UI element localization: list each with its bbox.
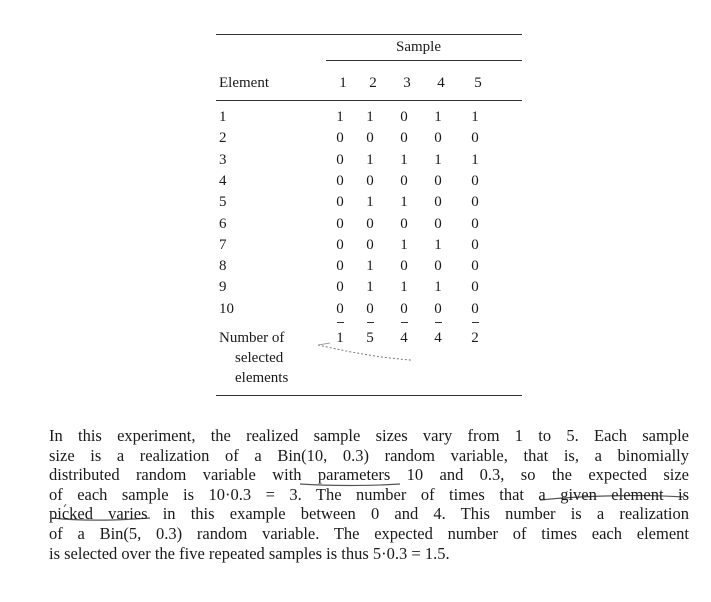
sum-rule xyxy=(367,322,374,323)
table-cell: 0 xyxy=(400,109,408,125)
total-count: 5 xyxy=(366,330,374,346)
table-bottom-rule xyxy=(216,395,522,396)
sample-number-header: 2 xyxy=(369,75,377,91)
table-cell: 0 xyxy=(366,236,374,253)
table-cell: 0 xyxy=(400,130,408,147)
element-header: Element xyxy=(219,75,269,91)
table-cell: 1 xyxy=(400,236,408,253)
paragraph-line: size is a realization of a Bin(10, 0.3) random variable, that is, a binomially xyxy=(49,445,689,465)
element-label: 7 xyxy=(219,236,227,253)
table-cell: 1 xyxy=(366,279,374,296)
sum-rule xyxy=(472,322,479,323)
table-cell: 1 xyxy=(400,194,408,211)
table-cell: 0 xyxy=(434,215,442,232)
sample-number-header: 3 xyxy=(403,75,411,91)
element-label: 2 xyxy=(219,130,227,147)
table-cell: 0 xyxy=(434,258,442,275)
element-label: 6 xyxy=(219,215,227,232)
table-cell: 0 xyxy=(471,194,479,211)
table-cell: 0 xyxy=(471,130,479,147)
totals-label-line: Number of xyxy=(219,330,285,346)
table-cell: 0 xyxy=(366,215,374,232)
table-cell: 0 xyxy=(434,172,442,189)
sum-rule xyxy=(401,322,408,323)
table-cell: 0 xyxy=(434,300,442,317)
table-cell: 0 xyxy=(471,300,479,317)
totals-label-line: selected xyxy=(235,350,284,366)
table-cell: 1 xyxy=(366,194,374,211)
explanation-paragraph xyxy=(49,426,689,563)
table-cell: 1 xyxy=(400,151,408,168)
table-cell: 0 xyxy=(400,300,408,317)
table-cell: 1 xyxy=(471,109,479,125)
table-cell: 0 xyxy=(336,151,344,168)
table-cell: 0 xyxy=(434,130,442,147)
table-cell: 0 xyxy=(471,258,479,275)
table-cell: 0 xyxy=(336,279,344,296)
table-cell: 0 xyxy=(471,279,479,296)
element-label: 4 xyxy=(219,172,227,189)
table-cell: 1 xyxy=(434,236,442,253)
paragraph-line: In this experiment, the realized sample sizes vary from 1 to 5. Each sample xyxy=(49,426,689,445)
sample-header: Sample xyxy=(396,39,441,55)
table-cell: 1 xyxy=(434,151,442,168)
table-cell: 0 xyxy=(336,172,344,189)
element-label: 8 xyxy=(219,258,227,275)
paragraph-line: of a Bin(5, 0.3) random variable. The expected number of times each element xyxy=(49,523,689,543)
table-cell: 1 xyxy=(366,151,374,168)
table-cell: 0 xyxy=(471,236,479,253)
sample-number-header: 5 xyxy=(474,75,482,91)
table-cell: 1 xyxy=(400,279,408,296)
table-cell: 0 xyxy=(336,194,344,211)
table-cell: 1 xyxy=(366,258,374,275)
element-label: 3 xyxy=(219,151,227,168)
table-cell: 0 xyxy=(336,215,344,232)
paragraph-line: picked varies in this example between 0 and 4. This number is a realization xyxy=(49,504,689,524)
sample-number-header: 1 xyxy=(339,75,347,91)
paragraph-line: distributed random variable with parameters 10 and 0.3, so the expected size xyxy=(49,465,689,485)
paragraph-line: of each sample is 10·0.3 = 3. The number of times that a given element is xyxy=(49,484,689,504)
table-cell: 0 xyxy=(336,130,344,147)
table-cell: 0 xyxy=(400,258,408,275)
total-count: 4 xyxy=(400,330,408,346)
table-header-rule xyxy=(216,100,522,101)
totals-label-line: elements xyxy=(235,370,289,386)
table-cell: 1 xyxy=(366,109,374,125)
table-cell: 0 xyxy=(471,172,479,189)
table-top-rule xyxy=(216,34,522,35)
element-label: 5 xyxy=(219,194,227,211)
table-cell: 0 xyxy=(434,194,442,211)
total-count: 2 xyxy=(471,330,479,346)
table-cell: 0 xyxy=(400,215,408,232)
paragraph-line: is selected over the five repeated samples is thus 5·0.3 = 1.5. xyxy=(49,543,450,563)
table-cell: 1 xyxy=(471,151,479,168)
element-label: 9 xyxy=(219,279,227,296)
table-cell: 1 xyxy=(336,109,344,125)
table-cell: 1 xyxy=(434,109,442,125)
table-cell: 0 xyxy=(336,258,344,275)
table-cell: 0 xyxy=(471,215,479,232)
table-cell: 0 xyxy=(336,300,344,317)
table-cell: 0 xyxy=(366,130,374,147)
table-cell: 0 xyxy=(366,300,374,317)
table-cell: 0 xyxy=(336,236,344,253)
sum-rule xyxy=(435,322,442,323)
total-count: 4 xyxy=(434,330,442,346)
sample-subheader-rule xyxy=(326,60,522,61)
table-cell: 0 xyxy=(366,172,374,189)
element-label: 1 xyxy=(219,109,227,125)
table-cell: 1 xyxy=(434,279,442,296)
sum-rule xyxy=(337,322,344,323)
sample-number-header: 4 xyxy=(437,75,445,91)
total-count: 1 xyxy=(336,330,344,346)
element-label: 10 xyxy=(219,300,234,317)
table-cell: 0 xyxy=(400,172,408,189)
